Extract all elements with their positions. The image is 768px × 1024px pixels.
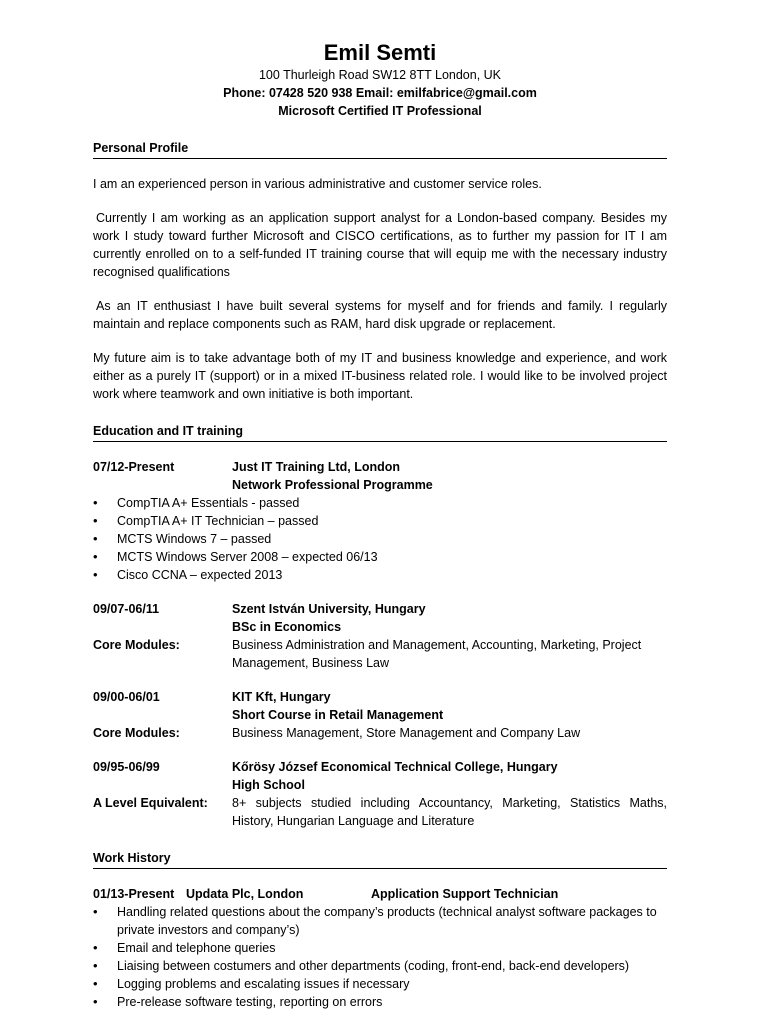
job-date: 01/13-Present (93, 887, 175, 901)
profile-paragraph: As an IT enthusiast I have built several systems for myself and for friends and family. I regularly maintain and replace components such as RAM, hard disk upgrade or replacement. (93, 299, 667, 331)
entry-modules-label: Core Modules: (93, 638, 180, 652)
entry-modules: 8+ subjects studied including Accountancy, Marketing, Statistics Maths, History, Hungarian Language and Literature (232, 796, 667, 828)
entry-date: 09/07-06/11 (93, 602, 160, 616)
entry-institution: KIT Kft, Hungary (232, 690, 331, 704)
job-header (93, 885, 667, 903)
profile-paragraph: I am an experienced person in various administrative and customer service roles. (93, 177, 542, 191)
job-role: Application Support Technician (371, 887, 559, 901)
section-heading-education: Education and IT training (93, 423, 667, 442)
entry-date: 09/00-06/01 (93, 690, 160, 704)
list-item: • Email and telephone queries (93, 939, 667, 957)
candidate-name: Emil Semti (323, 40, 437, 65)
education-entry (93, 688, 667, 742)
list-item: • Cisco CCNA – expected 2013 (93, 566, 667, 584)
entry-degree: BSc in Economics (232, 620, 342, 634)
education-entry (93, 758, 667, 830)
entry-date: 07/12-Present (93, 460, 175, 474)
list-item: • MCTS Windows 7 – passed (93, 530, 667, 548)
entry-modules: Business Management, Store Management and Company Law (232, 726, 581, 740)
job-duties-list (93, 903, 667, 1011)
list-item: • Logging problems and escalating issues if necessary (93, 975, 667, 993)
entry-degree: High School (232, 778, 305, 792)
entry-date: 09/95-06/99 (93, 760, 160, 774)
list-item: • Pre-release software testing, reporting on errors (93, 993, 667, 1011)
list-item: • MCTS Windows Server 2008 – expected 06/13 (93, 548, 667, 566)
profile-paragraph: Currently I am working as an application support analyst for a London-based company. Besides my work I study toward further Microsoft and CISCO certifications, as to further my passion for IT I am currently enrolled on to a self-funded IT training course that will equip me with the necessary industry recognised qualifications (93, 211, 667, 279)
education-entry (93, 458, 667, 584)
entry-institution: Kőrösy József Economical Technical College, Hungary (232, 760, 558, 774)
section-heading-profile: Personal Profile (93, 140, 667, 159)
entry-modules-label: Core Modules: (93, 726, 180, 740)
profile-paragraph: My future aim is to take advantage both of my IT and business knowledge and experience, and work either as a purely IT (support) or in a mixed IT-business related role. I would like to be involved project work where teamwork and own initiative is both important. (93, 351, 667, 401)
address-line: 100 Thurleigh Road SW12 8TT London, UK (258, 68, 502, 82)
certification-list (93, 494, 667, 584)
section-heading-work: Work History (93, 850, 667, 869)
entry-degree: Short Course in Retail Management (232, 708, 444, 722)
list-item: • CompTIA A+ IT Technician – passed (93, 512, 667, 530)
list-item: • Handling related questions about the company’s products (technical analyst software packages to private investors and company’s) (93, 903, 667, 939)
education-entry (93, 600, 667, 672)
entry-institution: Just IT Training Ltd, London (232, 460, 401, 474)
list-item: • CompTIA A+ Essentials - passed (93, 494, 667, 512)
entry-institution: Szent István University, Hungary (232, 602, 426, 616)
contact-line: Phone: 07428 520 938 Email: emilfabrice@gmail.com (223, 86, 537, 100)
resume-page (93, 40, 667, 1011)
list-item: • Liaising between costumers and other departments (coding, front-end, back-end developers) (93, 957, 667, 975)
professional-title: Microsoft Certified IT Professional (278, 104, 482, 118)
entry-programme: Network Professional Programme (232, 478, 433, 492)
job-employer: Updata Plc, London (186, 887, 304, 901)
entry-modules: Business Administration and Management, Accounting, Marketing, Project Management, Business Law (232, 638, 642, 670)
entry-modules-label: A Level Equivalent: (93, 796, 208, 810)
